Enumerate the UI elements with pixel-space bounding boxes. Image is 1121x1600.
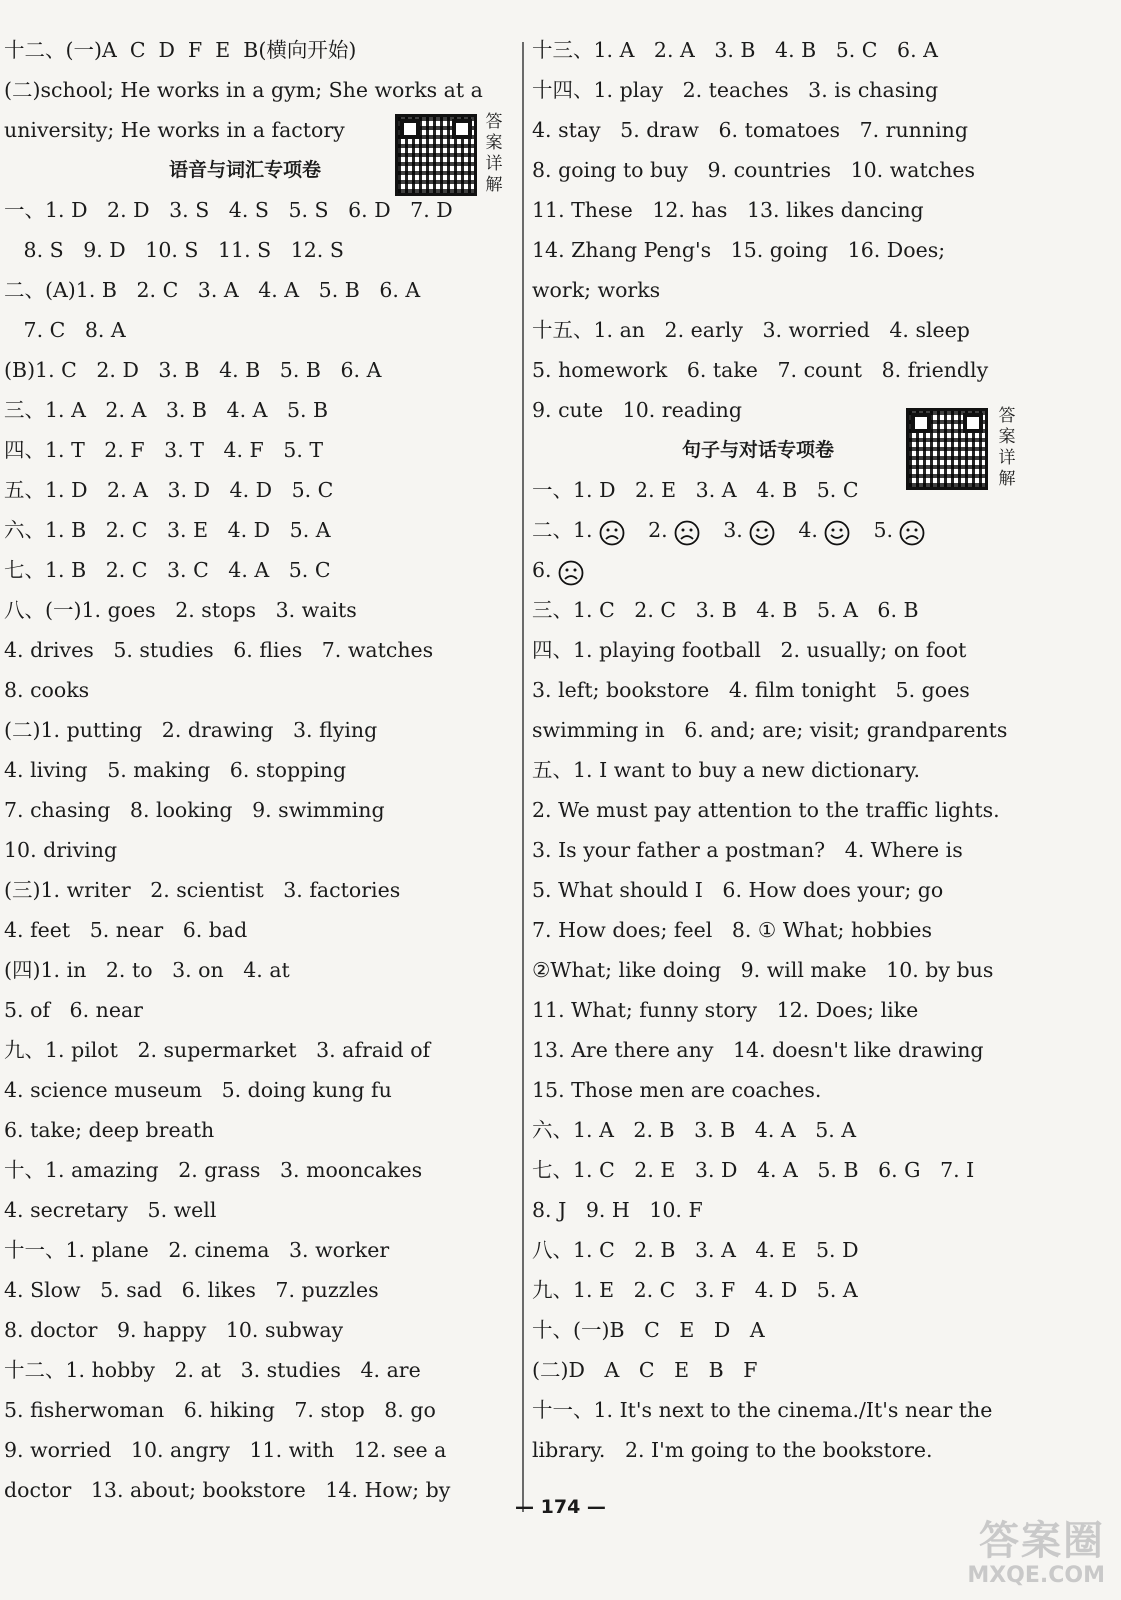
sad-face-icon: [674, 519, 700, 545]
face-number: 2.: [648, 518, 668, 542]
answer-line: 三、1. C 2. C 3. B 4. B 5. A 6. B: [532, 598, 919, 622]
answer-line: 3. Is your father a postman? 4. Where is: [532, 838, 963, 862]
answer-line: 11. These 12. has 13. likes dancing: [532, 198, 924, 222]
answer-line: swimming in 6. and; are; visit; grandparents: [532, 718, 1008, 742]
qr-code[interactable]: [906, 408, 988, 490]
answer-line: 4. secretary 5. well: [4, 1198, 217, 1222]
left-main-lines: [4, 190, 514, 1510]
answer-line: 5. What should I 6. How does your; go: [532, 878, 944, 902]
sad-face-icon: [558, 559, 584, 585]
answer-line: 六、1. A 2. B 3. B 4. A 5. A: [532, 1118, 857, 1142]
smiley-face-icon: [824, 519, 850, 545]
answer-line: work; works: [532, 278, 661, 302]
right-top-lines: [532, 30, 1032, 430]
face-number: 5.: [873, 518, 894, 542]
answer-line: 五、1. D 2. A 3. D 4. D 5. C: [4, 478, 334, 502]
answer-line: university; He works in a factory: [4, 118, 345, 142]
answer-line: 4. stay 5. draw 6. tomatoes 7. running: [532, 118, 968, 142]
answer-line: 一、1. D 2. E 3. A 4. B 5. C: [532, 478, 859, 502]
answer-line: 二、(A)1. B 2. C 3. A 4. A 5. B 6. A: [4, 278, 421, 302]
face-number: 3.: [723, 518, 743, 542]
answer-line: (二)1. putting 2. drawing 3. flying: [4, 718, 378, 742]
column-divider: [522, 42, 524, 1512]
answer-line: 8. doctor 9. happy 10. subway: [4, 1318, 344, 1342]
left-column: [4, 30, 514, 1510]
answer-line: 十一、1. It's next to the cinema./It's near the: [532, 1398, 993, 1422]
answer-line: 4. living 5. making 6. stopping: [4, 758, 347, 782]
answer-line: 八、1. C 2. B 3. A 4. E 5. D: [532, 1238, 859, 1262]
question-number: 二、: [532, 518, 573, 542]
answer-line: 4. science museum 5. doing kung fu: [4, 1078, 392, 1102]
face-number: 6.: [532, 558, 552, 582]
answer-line: (二)D A C E B F: [532, 1358, 758, 1382]
answer-line: 2. We must pay attention to the traffic lights.: [532, 798, 1000, 822]
answer-line: 九、1. pilot 2. supermarket 3. afraid of: [4, 1038, 431, 1062]
answer-line: 十五、1. an 2. early 3. worried 4. sleep: [532, 318, 970, 342]
answer-line: 4. drives 5. studies 6. flies 7. watches: [4, 638, 434, 662]
answer-line: 10. driving: [4, 838, 118, 862]
sad-face-icon: [899, 519, 925, 545]
answer-line: 5. of 6. near: [4, 998, 143, 1022]
answer-line: 5. fisherwoman 6. hiking 7. stop 8. go: [4, 1398, 436, 1422]
answer-line: 十、1. amazing 2. grass 3. mooncakes: [4, 1158, 423, 1182]
answer-line: ②What; like doing 9. will make 10. by bus: [532, 958, 994, 982]
answer-line: 14. Zhang Peng's 15. going 16. Does;: [532, 238, 946, 262]
answer-line: 六、1. B 2. C 3. E 4. D 5. A: [4, 518, 331, 542]
answer-line: 四、1. playing football 2. usually; on foot: [532, 638, 967, 662]
answer-line: 八、(一)1. goes 2. stops 3. waits: [4, 598, 357, 622]
qr-label: 答案详解: [485, 112, 503, 195]
answer-line: 15. Those men are coaches.: [532, 1078, 822, 1102]
answer-line: 十三、1. A 2. A 3. B 4. B 5. C 6. A: [532, 38, 938, 62]
answer-line: 五、1. I want to buy a new dictionary.: [532, 758, 920, 782]
answer-line: 7. C 8. A: [4, 318, 126, 342]
answer-line: 8. J 9. H 10. F: [532, 1198, 703, 1222]
answer-line: 5. homework 6. take 7. count 8. friendly: [532, 358, 989, 382]
answer-line: 4. feet 5. near 6. bad: [4, 918, 248, 942]
answer-line: 8. going to buy 9. countries 10. watches: [532, 158, 976, 182]
face-number: 1.: [573, 518, 593, 542]
right-column: [532, 30, 1032, 1470]
watermark-url: MXQE.COM: [967, 1563, 1105, 1588]
answer-line: 7. chasing 8. looking 9. swimming: [4, 798, 385, 822]
faces-line: [532, 550, 1032, 590]
section-heading-sentence: 句子与对话专项卷: [682, 439, 835, 461]
right-bottom-lines: [532, 590, 1032, 1470]
answer-line: 3. left; bookstore 4. film tonight 5. goes: [532, 678, 970, 702]
answer-line: 七、1. C 2. E 3. D 4. A 5. B 6. G 7. I: [532, 1158, 975, 1182]
qr-label: 答案详解: [998, 406, 1016, 489]
smiley-face-icon: [749, 519, 775, 545]
face-number: 4.: [798, 518, 818, 542]
answer-line: 7. How does; feel 8. ① What; hobbies: [532, 918, 932, 942]
section-heading-vocab: 语音与词汇专项卷: [169, 159, 322, 181]
answer-line: (B)1. C 2. D 3. B 4. B 5. B 6. A: [4, 358, 382, 382]
faces-line: [532, 510, 1032, 550]
answer-line: 十二、(一)A C D F E B(横向开始): [4, 38, 357, 62]
answer-line: 13. Are there any 14. doesn't like drawing: [532, 1038, 984, 1062]
answer-line: 11. What; funny story 12. Does; like: [532, 998, 919, 1022]
answer-line: (二)school; He works in a gym; She works at a: [4, 78, 483, 102]
answer-line: 十、(一)B C E D A: [532, 1318, 765, 1342]
answer-line: 8. cooks: [4, 678, 90, 702]
answer-line: (四)1. in 2. to 3. on 4. at: [4, 958, 290, 982]
answer-line: 一、1. D 2. D 3. S 4. S 5. S 6. D 7. D: [4, 198, 453, 222]
answer-line: 8. S 9. D 10. S 11. S 12. S: [4, 238, 344, 262]
watermark-logo-text: 答案圈: [979, 1518, 1105, 1564]
answer-line: 十二、1. hobby 2. at 3. studies 4. are: [4, 1358, 421, 1382]
watermark: [905, 1518, 1105, 1592]
answer-line: 七、1. B 2. C 3. C 4. A 5. C: [4, 558, 331, 582]
answer-line: 6. take; deep breath: [4, 1118, 215, 1142]
answer-line: 十四、1. play 2. teaches 3. is chasing: [532, 78, 939, 102]
answer-line: doctor 13. about; bookstore 14. How; by: [4, 1478, 451, 1502]
sad-face-icon: [599, 519, 625, 545]
answer-line: 9. worried 10. angry 11. with 12. see a: [4, 1438, 447, 1462]
answer-line: (三)1. writer 2. scientist 3. factories: [4, 878, 401, 902]
answer-line: 9. cute 10. reading: [532, 398, 742, 422]
answer-line: library. 2. I'm going to the bookstore.: [532, 1438, 933, 1462]
answer-line: 4. Slow 5. sad 6. likes 7. puzzles: [4, 1278, 379, 1302]
answer-line: 四、1. T 2. F 3. T 4. F 5. T: [4, 438, 324, 462]
page-number: — 174 —: [515, 1496, 606, 1518]
answer-line: 十一、1. plane 2. cinema 3. worker: [4, 1238, 390, 1262]
answer-line: 九、1. E 2. C 3. F 4. D 5. A: [532, 1278, 858, 1302]
answer-line: 三、1. A 2. A 3. B 4. A 5. B: [4, 398, 329, 422]
qr-code[interactable]: [395, 114, 477, 196]
